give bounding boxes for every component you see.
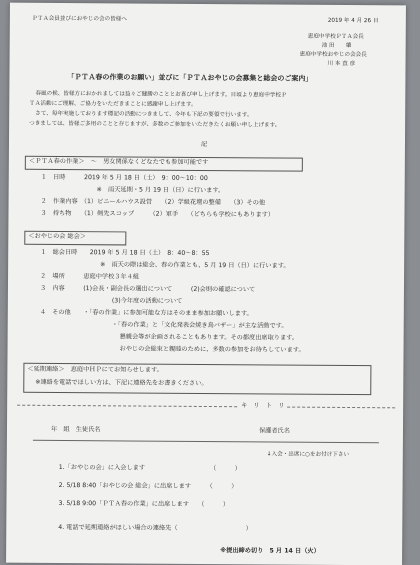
intro-line: つきましては、皆様ご多用のことと存じますが、多数のご参加をいただきたくお願い申し上げます。 xyxy=(29,120,281,129)
recipient-line: ＰＴＡ会員並びにおやじの会の皆様へ xyxy=(31,15,127,23)
oyaji-line: (3)今年度の活動について xyxy=(111,297,183,305)
form-item: 1.「おやじの会」に入会します （ ） xyxy=(58,463,241,473)
form-item: 3. 5/18 9:00「ＰＴＡ春の作業」に出席します （ ） xyxy=(58,499,230,509)
oyaji-line: ３ 内容 (1)会長・副会長の選出について (2)会則の確認について xyxy=(39,284,256,294)
pta-work-line: ３ 持ち物 （1）剣先スコップ （2）軍手 （どちらも学校にもあります） xyxy=(40,209,275,219)
oyaji-line: ※ 雨天の際は総会、春の作業とも、5 月 19 日（日）に行います。 xyxy=(100,261,290,270)
name-line xyxy=(33,440,379,443)
pta-work-line: １ 日時 2019 年 5 月 18 日（土） 9：00～10：00 xyxy=(40,173,208,183)
date-line: 2019 年 4 月 26 日 xyxy=(327,17,379,25)
pta-work-line: ※ 雨天延期・5 月 19 日（日）に行います。 xyxy=(96,186,225,195)
form-item: 2. 5/18 8:40「おやじの会 総会」に出席します （ ） xyxy=(58,481,238,491)
cut-label: キ リ ト リ xyxy=(241,402,285,410)
document-page xyxy=(6,3,406,565)
oyaji-line: ・「春の作業」と「文化発表会焼き鳥バザー」が主な活動です。 xyxy=(111,321,288,330)
guardian-name-label: 保護者氏名 xyxy=(258,427,290,435)
cut-line-left xyxy=(17,405,237,408)
attend-instruction: ↓入会・出席に○をお付け下さい xyxy=(266,451,350,459)
student-name-label: 年 組 生徒氏名 xyxy=(50,425,101,434)
sender-line: 恵庭中学校ＰＴＡ会長 xyxy=(307,33,364,41)
intro-line: さて、毎年実施しております標記の活動につきまして、今年も下記の要領で行います。 xyxy=(35,110,253,119)
oyaji-line: ２ 場所 恵庭中学校３年４組 xyxy=(40,272,140,281)
oyaji-line: 懇親会等が企画されることもあります。その都度出席取ります。 xyxy=(119,333,299,342)
contact-line: ＜延期連絡＞ 恵庭中ＨＰにてお知らせします。 xyxy=(27,365,163,374)
cut-line-right xyxy=(287,407,395,409)
document-title: 「ＰＴＡ春の作業のお願い」並びに「ＰＴＡおやじの会募集と総会のご案内」 xyxy=(67,73,313,83)
deadline-note: ※提出締め切り 5 月 14 日（火） xyxy=(220,547,320,555)
oyaji-line: ４ その他 ・「春の作業」に参加可能な方はそのまま参加お願いします。 xyxy=(39,308,253,318)
oyaji-line: おやじの会総束と親睦のために、多数の参加をお待ちしています。 xyxy=(119,345,305,354)
pta-work-heading: ＜ＰＴＡ春の作業＞ ～ 男女関係なくどなたでも参加可能です xyxy=(28,157,209,167)
sender-line: 池 田 肇 xyxy=(321,42,352,50)
contact-line: ※連絡を電話でほしい方は、下記に連絡先をお書きください。 xyxy=(35,378,208,388)
oyaji-heading: ＜おやじの会 総会＞ xyxy=(28,232,87,241)
sender-line: 恵庭中学校おやじの会会長 xyxy=(299,51,367,59)
intro-line: ＴＡ活動にご理解、ご協力をいただきまことに感謝申し上げます。 xyxy=(29,100,197,108)
intro-line: 春風の候、皆様方におかれましては益々ご健勝のこととお喜び申し上げます。日頃より恵庭中学校Ｐ xyxy=(35,90,287,99)
ki-heading: 記 xyxy=(200,140,208,149)
oyaji-line: １ 総会日時 2019 年 5 月 18 日（土） 8：40～8：55 xyxy=(40,248,210,258)
form-item: 4. 電話で延期連絡がほしい場合の連絡先（ ） xyxy=(58,523,252,533)
pta-work-line: ２ 作業内容 （1）ビニールハウス設営 （2）学級花壇の整備 （3）その他 xyxy=(40,197,266,207)
sender-line: 川 本 直 彦 xyxy=(327,60,356,68)
